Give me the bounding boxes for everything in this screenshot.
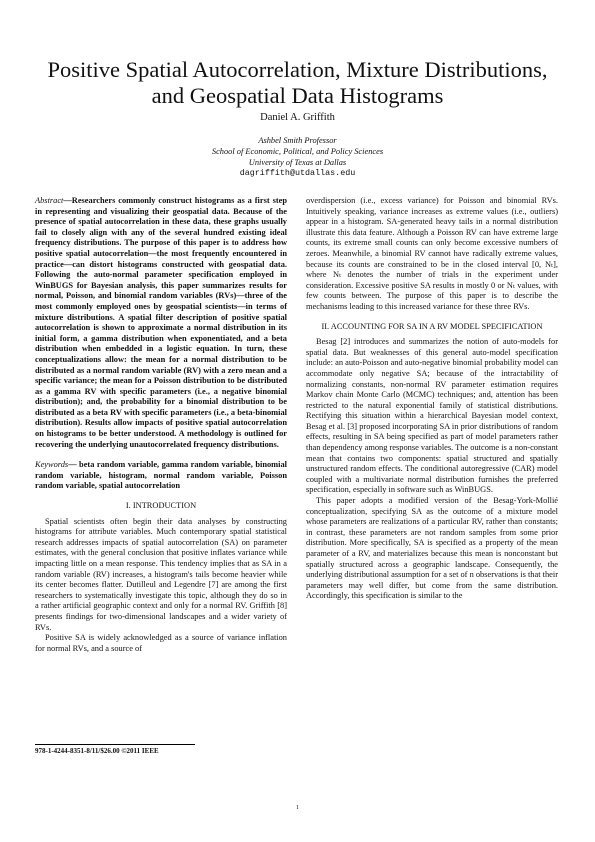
footnote-rule <box>35 744 195 745</box>
intro-paragraph-2: Positive SA is widely acknowledged as a source of variance inflation for normal RVs, and a source of <box>35 633 287 653</box>
abstract-text: —Researchers commonly construct histograms as a first step in representing and visualizing their geospatial data. Because of the presence of spatial autocorrelation in these data, these graphs usually fail to closely align with any of the several hundred existing ideal frequency distributions. The purpose of this paper is to address how positive spatial autocorrelation—the most frequently encountered in practice—can distort histograms constructed with geospatial data. Following the auto-normal parameter specification employed in WinBUGS for Bayesian analysis, this paper summarizes results for normal, Poisson, and binomial random variables (RVs)—three of the most commonly employed ones by geospatial scientists—in terms of mixture distributions. A spatial filter description of positive spatial autocorrelation is shown to approximate a normal distribution in its initial form, a gamma distribution when exponentiated, and a beta distribution when embedded in a logistic equation. In turn, these conceptualizations allow: the mean for a normal distribution to be distributed as a normal random variable (RV) with a zero mean and a specific variance; the mean for a Poisson distribution to be distributed as a gamma RV with specific parameters (i.e., a negative binomial distribution); and, the probability for a binomial distribution to be distributed as a beta RV with specific parameters (i.e., a beta-binomial distribution). Results allow impacts of positive spatial autocorrelation on histograms to be better understood. A methodology is outlined for recovering the underlying unautocorrelated frequency distributions. <box>35 196 287 449</box>
keywords-label: Keywords <box>35 460 69 470</box>
author-email[interactable]: dagriffith@utdallas.edu <box>239 168 356 178</box>
affiliation-line-2: School of Economic, Political, and Policy Sciences <box>211 147 384 156</box>
keywords <box>35 460 287 492</box>
affiliation-line-3: University of Texas at Dallas <box>248 158 347 167</box>
copyright-text: 978-1-4244-8351-8/11/$26.00 ©2011 IEEE <box>35 747 159 755</box>
author-name: Daniel A. Griffith <box>260 112 335 123</box>
body-paragraph-continued: overdispersion (i.e., excess variance) for Poisson and binomial RVs. Intuitively speaking, variance increases as extreme values (i.e., outliers) appear in a histogram. SA-generated heavy tails in a normal distribution illustrate this data feature. Although a Poisson RV can have extreme large counts, its extreme small counts can only become excessive numbers of zeroes. Meanwhile, a binomial RV cannot have radically extreme values, because its counts are constrained to be in the closed interval [0, Nₜ], where Nₜ denotes the number of trials in the experiment under consideration. Excessive positive SA results in mostly 0 or Nₜ values, with few counts between. The purpose of this paper is to describe the mechanisms leading to this increased variance for these three RVs. <box>306 196 558 311</box>
right-column <box>306 196 558 602</box>
section2-paragraph-2: This paper adopts a modified version of the Besag-York-Mollié conceptualization, specifying SA as the outcome of a mixture model whose parameters are realizations of a particular RV, rather than constants; in contrast, these parameters are not random samples from some prior distribution. More specifically, SA is specified as a property of the mean parameter of a RV, and materializes because this mean is nonconstant but spatially structured across a geographic landscape. Consequently, the underlying distributional assumption for a set of n observations is that their parameters may well differ, but come from the same distribution. Accordingly, this specification is similar to the <box>306 496 558 601</box>
author-affiliation <box>40 135 555 179</box>
intro-paragraph-1: Spatial scientists often begin their data analyses by constructing histograms for attribute variables. Much contemporary spatial statistical research addresses impacts of spatial autocorrelation (SA) on parameter estimates, with the general conclusion that positive inflates variance while impacting little on a mean response. This tendency implies that as SA in a random variable (RV) increases, a histogram's tails become heavier while its center becomes flatter. Dutilleul and Legendre [7] are among the first researchers to systematically investigate this topic, although they do so in a rather artificial geographic context and only for a normal RV. Griffith [8] presents findings for two-dimensional landscapes and a wider variety of RVs. <box>35 516 287 632</box>
section-heading-accounting: II. ACCOUNTING FOR SA IN A RV MODEL SPECIFICATION <box>321 321 543 331</box>
copyright-footnote <box>35 744 287 755</box>
abstract <box>35 196 287 450</box>
page-number: 1 <box>296 805 299 811</box>
keywords-text: — beta random variable, gamma random variable, binomial random variable, histogram, normal random variable, Poisson random variable, spatial autocorrelation <box>35 460 287 491</box>
section2-paragraph-1: Besag [2] introduces and summarizes the notion of auto-models for spatial data. But weaknesses of this general auto-model specification include: an auto-Poisson and auto-negative binomial probability model can accommodate only negative SA; because of the intractability of normalizing constants, non-normal RV parameter estimation requires Markov chain Monte Carlo (MCMC) techniques; and, attention has been restricted to the natural exponential family of statistical distributions. Rectifying this situation within a hierarchical Bayesian model context, Besag et al. [3] proposed incorporating SA in prior distributions of random effects, resulting in SA being specified as part of model parameters rather than dependency among response variables. The outcome is a non-constant mean that contains two components: spatial structured and spatially unstructured random effects. The conditional autoregressive (CAR) model coupled with a multivariate normal distribution furnishes the preferred specification, especially in software such as WinBUGS. <box>306 337 558 495</box>
paper-title: Positive Spatial Autocorrelation, Mixture Distributions, and Geospatial Data Histograms <box>47 57 548 108</box>
abstract-label: Abstract <box>35 196 64 205</box>
section-heading-introduction: I. INTRODUCTION <box>125 501 197 511</box>
left-column <box>35 196 287 654</box>
affiliation-line-1: Ashbel Smith Professor <box>258 136 337 145</box>
